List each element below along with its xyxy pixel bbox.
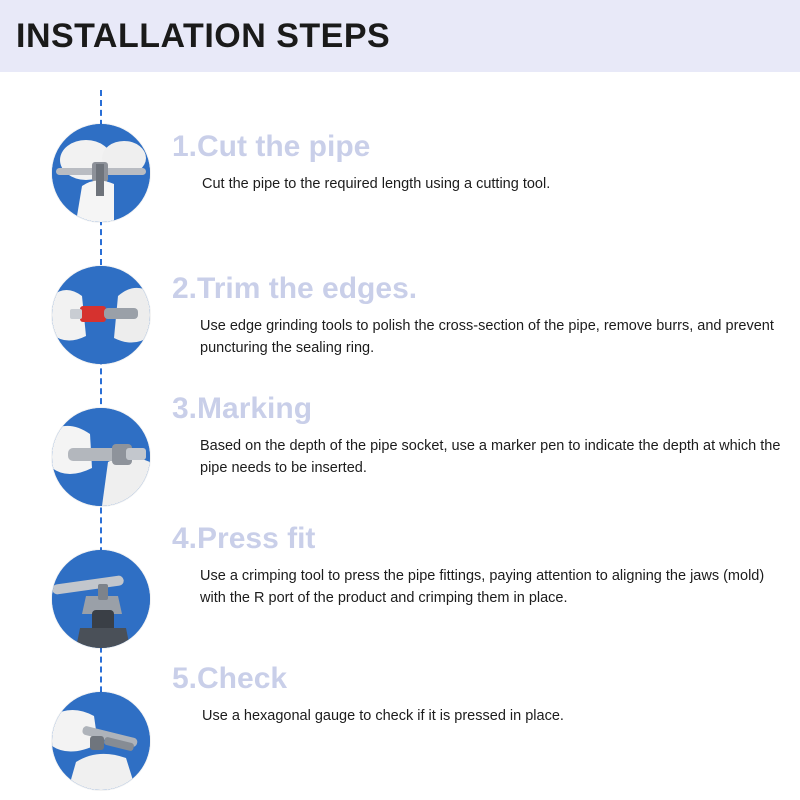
step-5-description: Use a hexagonal gauge to check if it is pressed in place.: [202, 708, 564, 724]
photo-marking: [52, 408, 150, 506]
photo-cut-the-pipe: [52, 124, 150, 222]
timeline: [52, 72, 182, 800]
step-2-description: Use edge grinding tools to polish the cross-section of the pipe, remove burrs, and prevent puncturing the sealing ring.: [200, 318, 774, 357]
step-4: [172, 522, 792, 610]
step-3-description: Based on the depth of the pipe socket, use a marker pen to indicate the depth at which the pipe needs to be inserted.: [200, 438, 781, 477]
step-1: [172, 130, 792, 195]
step-2-title: 2.Trim the edges.: [172, 272, 418, 305]
photo-check: [52, 692, 150, 790]
page-header: [0, 0, 800, 72]
step-4-title: 4.Press fit: [172, 522, 316, 555]
step-2: [172, 272, 792, 360]
photo-trim-the-edges: [52, 266, 150, 364]
step-5: [172, 662, 792, 727]
step-3-title: 3.Marking: [172, 392, 313, 425]
photo-press-fit: [52, 550, 150, 648]
step-4-description: Use a crimping tool to press the pipe fittings, paying attention to aligning the jaws (mold) with the R port of the product and crimping them in place.: [200, 568, 765, 607]
step-1-description: Cut the pipe to the required length using a cutting tool.: [202, 176, 551, 192]
step-5-title: 5.Check: [172, 662, 288, 695]
step-1-title: 1.Cut the pipe: [172, 130, 371, 163]
step-3: [172, 392, 792, 480]
page-title: INSTALLATION STEPS: [16, 17, 391, 55]
